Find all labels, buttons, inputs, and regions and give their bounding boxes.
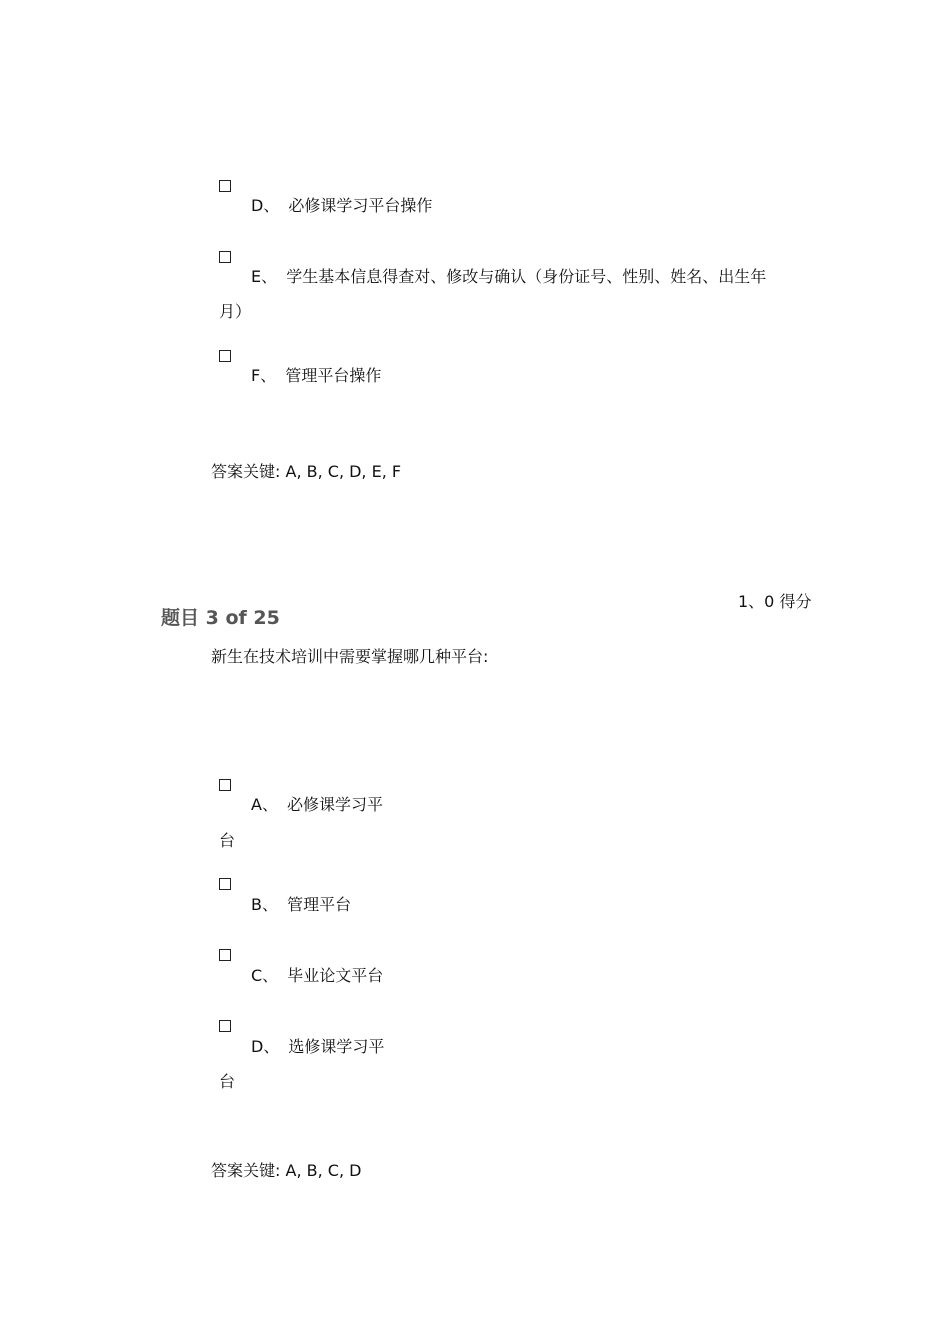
question-text: 新生在技术培训中需要掌握哪几种平台:	[211, 647, 489, 666]
option-text: 管理平台	[287, 895, 352, 914]
option-text: 毕业论文平台	[287, 966, 384, 985]
option-e-wrap: 月）	[219, 302, 252, 321]
answer-key-value: A, B, C, D	[285, 1161, 362, 1180]
option-e	[251, 267, 766, 287]
option-letter: E、	[251, 267, 278, 286]
answer-key-label: 答案关键:	[211, 1161, 281, 1180]
option-text: 管理平台操作	[285, 366, 382, 385]
option-text: 必修课学习平台操作	[288, 196, 433, 215]
answer-key-q2	[211, 462, 401, 482]
question-heading: 题目 3 of 25	[161, 607, 280, 629]
option-letter: F、	[251, 366, 277, 385]
answer-key-value: A, B, C, D, E, F	[285, 462, 402, 481]
option-text: 选修课学习平	[288, 1037, 385, 1056]
answer-key-label: 答案关键:	[211, 462, 281, 481]
question-score: 1、0 得分	[738, 592, 812, 611]
checkbox-option-b[interactable]	[219, 878, 231, 890]
option-d	[251, 1037, 384, 1057]
option-letter: D、	[251, 196, 280, 215]
answer-key-q3	[211, 1161, 361, 1181]
option-a-wrap: 台	[219, 831, 236, 850]
option-b	[251, 895, 351, 915]
option-letter: B、	[251, 895, 278, 914]
checkbox-option-d[interactable]	[219, 180, 231, 192]
option-text: 必修课学习平	[287, 795, 384, 814]
checkbox-option-d[interactable]	[219, 1020, 231, 1032]
option-d-wrap: 台	[219, 1072, 236, 1091]
checkbox-option-e[interactable]	[219, 251, 231, 263]
option-letter: D、	[251, 1037, 280, 1056]
option-a	[251, 795, 383, 815]
checkbox-option-f[interactable]	[219, 350, 231, 362]
option-f	[251, 366, 381, 386]
option-c	[251, 966, 383, 986]
option-text: 学生基本信息得查对、修改与确认（身份证号、性别、姓名、出生年	[286, 267, 767, 286]
checkbox-option-a[interactable]	[219, 779, 231, 791]
option-d	[251, 196, 432, 216]
option-letter: C、	[251, 966, 279, 985]
option-letter: A、	[251, 795, 278, 814]
checkbox-option-c[interactable]	[219, 949, 231, 961]
